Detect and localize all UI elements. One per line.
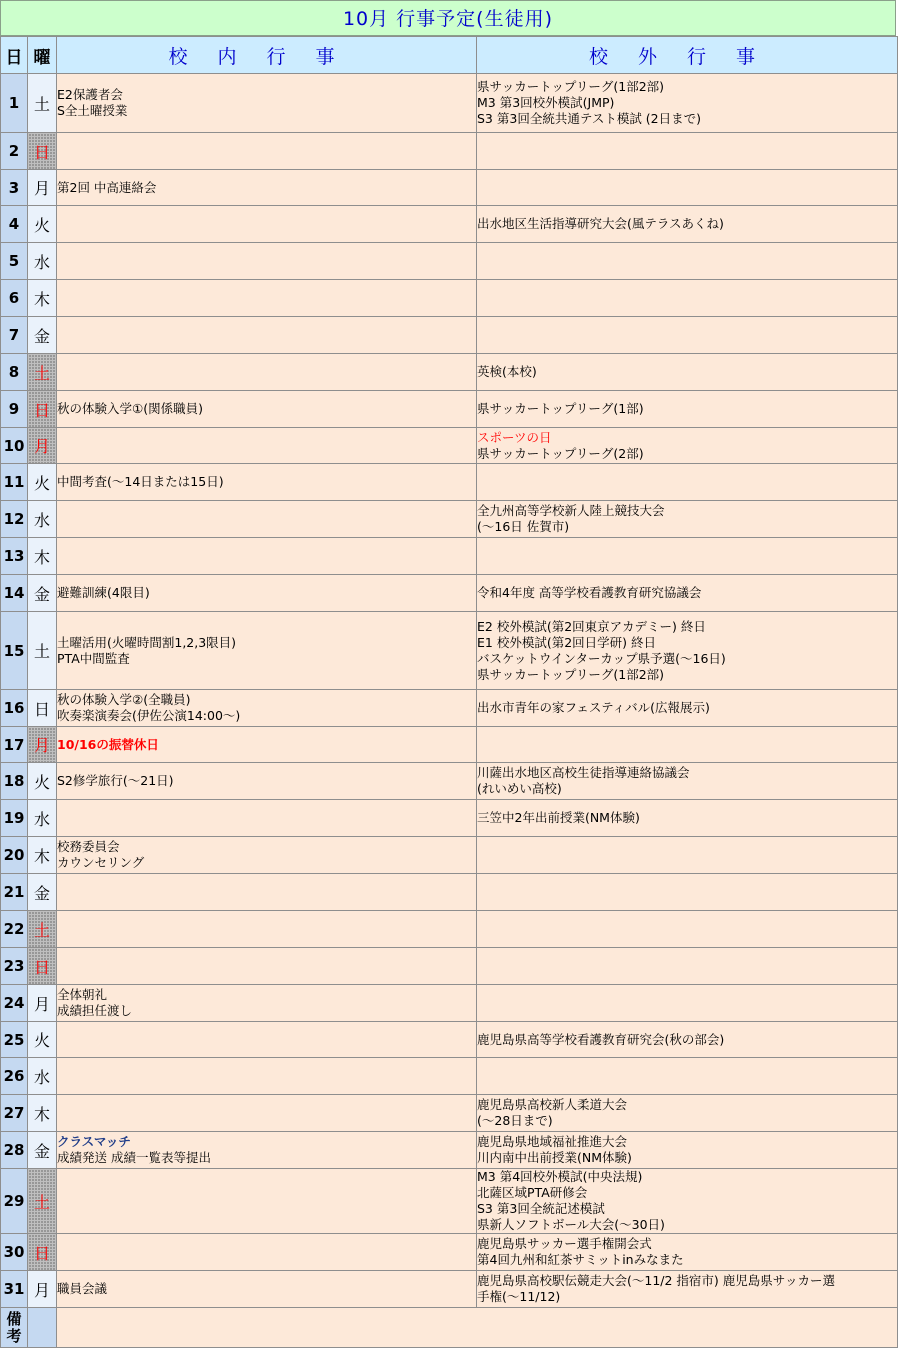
- day-number: 23: [1, 948, 28, 985]
- event-line: 県サッカートップリーグ(1部2部): [477, 666, 665, 682]
- external-events-cell: [477, 948, 898, 985]
- internal-events-cell: [57, 800, 477, 837]
- internal-events-cell: [57, 911, 477, 948]
- event-line: 成績担任渡し: [57, 1003, 133, 1018]
- event-line: 川薩出水地区高校生徒指導連絡協議会: [477, 765, 690, 780]
- weekday-cell: 月: [28, 985, 57, 1022]
- day-number: 1: [1, 74, 28, 133]
- external-events-cell: [477, 501, 898, 538]
- external-events-cell: [477, 1271, 898, 1308]
- external-events-cell: [477, 985, 898, 1022]
- event-line: S2修学旅行(～21日): [57, 773, 174, 788]
- day-number: 28: [1, 1132, 28, 1169]
- event-line: (れいめい高校): [477, 781, 562, 796]
- internal-events-cell: [57, 1058, 477, 1095]
- notes-label: 備考: [1, 1308, 28, 1348]
- day-number: 9: [1, 391, 28, 428]
- header-external: 校外行事: [477, 37, 898, 74]
- day-row: [1, 354, 898, 391]
- weekday-cell: 日: [28, 690, 57, 727]
- day-row: [1, 837, 898, 874]
- event-line: 秋の体験入学①(関係職員): [57, 401, 203, 416]
- notes-body: [57, 1308, 898, 1348]
- event-line: 県サッカートップリーグ(1部2部): [477, 79, 665, 94]
- external-events-cell: [477, 428, 898, 464]
- day-number: 16: [1, 690, 28, 727]
- internal-events-cell: [57, 74, 477, 133]
- event-line: 鹿児島県地域福祉推進大会: [477, 1134, 628, 1149]
- event-line: S3 第3回全統共通テスト模試 (2日まで): [477, 111, 701, 126]
- external-events-cell: [477, 74, 898, 133]
- weekday-cell: 木: [28, 1095, 57, 1132]
- external-events-cell: [477, 391, 898, 428]
- day-number: 7: [1, 317, 28, 354]
- internal-events-cell: [57, 1234, 477, 1271]
- event-line: 成績発送 成績一覧表等提出: [57, 1150, 211, 1165]
- external-events-cell: [477, 800, 898, 837]
- day-row: [1, 727, 898, 763]
- weekday-cell: 土: [28, 911, 57, 948]
- day-row: [1, 428, 898, 464]
- day-row: [1, 317, 898, 354]
- external-events-cell: [477, 464, 898, 501]
- day-number: 26: [1, 1058, 28, 1095]
- event-line: 秋の体験入学②(全職員): [57, 692, 191, 707]
- external-events-cell: [477, 1022, 898, 1058]
- day-row: [1, 874, 898, 911]
- weekday-cell: 金: [28, 874, 57, 911]
- event-line: 県サッカートップリーグ(2部): [477, 445, 644, 461]
- internal-events-cell: [57, 575, 477, 612]
- weekday-cell: 火: [28, 763, 57, 800]
- page-title: 10月 行事予定(生徒用): [0, 0, 896, 36]
- weekday-cell: 日: [28, 133, 57, 170]
- day-row: [1, 575, 898, 612]
- day-number: 17: [1, 727, 28, 763]
- event-line: E1 校外模試(第2回日学研) 終日: [477, 634, 657, 650]
- day-row: [1, 170, 898, 206]
- day-row: [1, 948, 898, 985]
- weekday-cell: 金: [28, 317, 57, 354]
- internal-events-cell: [57, 206, 477, 243]
- internal-events-cell: [57, 354, 477, 391]
- event-line: 吹奏楽演奏会(伊佐公演14:00～): [57, 708, 241, 723]
- day-row: [1, 800, 898, 837]
- internal-events-cell: [57, 391, 477, 428]
- notes-row: [1, 1308, 898, 1348]
- event-line: スポーツの日: [477, 429, 552, 445]
- external-events-cell: [477, 612, 898, 690]
- event-line: M3 第3回校外模試(JMP): [477, 95, 615, 110]
- day-number: 11: [1, 464, 28, 501]
- day-number: 18: [1, 763, 28, 800]
- event-line: 避難訓練(4限目): [57, 585, 150, 600]
- internal-events-cell: [57, 317, 477, 354]
- internal-events-cell: [57, 538, 477, 575]
- internal-events-cell: [57, 1132, 477, 1169]
- day-row: [1, 1132, 898, 1169]
- weekday-cell: 土: [28, 612, 57, 690]
- internal-events-cell: [57, 948, 477, 985]
- event-line: カウンセリング: [57, 855, 145, 870]
- day-number: 12: [1, 501, 28, 538]
- day-number: 2: [1, 133, 28, 170]
- weekday-cell: 木: [28, 280, 57, 317]
- internal-events-cell: [57, 428, 477, 464]
- day-row: [1, 1022, 898, 1058]
- event-line: 県サッカートップリーグ(1部): [477, 401, 644, 416]
- day-row: [1, 690, 898, 727]
- event-line: PTA中間監査: [57, 650, 130, 666]
- day-row: [1, 985, 898, 1022]
- day-number: 27: [1, 1095, 28, 1132]
- day-number: 20: [1, 837, 28, 874]
- event-line: 鹿児島県高等学校看護教育研究会(秋の部会): [477, 1031, 725, 1047]
- event-line: 県新人ソフトボール大会(～30日): [477, 1217, 665, 1232]
- external-events-cell: [477, 837, 898, 874]
- external-events-cell: [477, 206, 898, 243]
- internal-events-cell: [57, 280, 477, 317]
- external-events-cell: [477, 690, 898, 727]
- external-events-cell: [477, 1169, 898, 1234]
- external-events-cell: [477, 280, 898, 317]
- day-number: 5: [1, 243, 28, 280]
- internal-events-cell: [57, 501, 477, 538]
- internal-events-cell: [57, 1169, 477, 1234]
- day-row: [1, 911, 898, 948]
- day-row: [1, 1271, 898, 1308]
- internal-events-cell: [57, 837, 477, 874]
- day-number: 14: [1, 575, 28, 612]
- internal-events-cell: [57, 874, 477, 911]
- header-day: 日: [1, 37, 28, 74]
- external-events-cell: [477, 317, 898, 354]
- external-events-cell: [477, 1058, 898, 1095]
- external-events-cell: [477, 170, 898, 206]
- day-number: 15: [1, 612, 28, 690]
- event-line: クラスマッチ: [57, 1134, 131, 1149]
- external-events-cell: [477, 1095, 898, 1132]
- event-line: S3 第3回全統記述模試: [477, 1201, 605, 1216]
- external-events-cell: [477, 538, 898, 575]
- internal-events-cell: [57, 170, 477, 206]
- external-events-cell: [477, 354, 898, 391]
- event-line: 鹿児島県高校新人柔道大会: [477, 1097, 628, 1112]
- event-line: 鹿児島県高校駅伝競走大会(～11/2 指宿市) 鹿児島県サッカー選: [477, 1273, 836, 1288]
- event-line: (～16日 佐賀市): [477, 519, 570, 534]
- day-row: [1, 1234, 898, 1271]
- weekday-cell: 金: [28, 1132, 57, 1169]
- external-events-cell: [477, 911, 898, 948]
- day-row: [1, 1169, 898, 1234]
- notes-weekday-cell: [28, 1308, 57, 1348]
- day-row: [1, 501, 898, 538]
- weekday-cell: 水: [28, 501, 57, 538]
- schedule-table: [0, 36, 898, 1348]
- external-events-cell: [477, 763, 898, 800]
- external-events-cell: [477, 1132, 898, 1169]
- day-row: [1, 464, 898, 501]
- internal-events-cell: [57, 612, 477, 690]
- external-events-cell: [477, 575, 898, 612]
- event-line: 全九州高等学校新人陸上競技大会: [477, 503, 665, 518]
- event-line: 土曜活用(火曜時間割1,2,3限目): [57, 634, 237, 650]
- external-events-cell: [477, 874, 898, 911]
- weekday-cell: 日: [28, 1234, 57, 1271]
- weekday-cell: 火: [28, 464, 57, 501]
- day-row: [1, 763, 898, 800]
- event-line: S全土曜授業: [57, 103, 128, 118]
- external-events-cell: [477, 727, 898, 763]
- event-line: E2保護者会: [57, 87, 123, 102]
- event-line: 第2回 中高連絡会: [57, 179, 157, 195]
- weekday-cell: 火: [28, 206, 57, 243]
- header-row: [1, 37, 898, 74]
- day-row: [1, 74, 898, 133]
- day-number: 19: [1, 800, 28, 837]
- header-weekday: 曜: [28, 37, 57, 74]
- day-row: [1, 612, 898, 690]
- day-row: [1, 538, 898, 575]
- weekday-cell: 月: [28, 1271, 57, 1308]
- day-number: 29: [1, 1169, 28, 1234]
- internal-events-cell: [57, 133, 477, 170]
- day-row: [1, 391, 898, 428]
- event-line: 職員会議: [57, 1281, 108, 1296]
- event-line: 10/16の振替休日: [57, 736, 159, 752]
- day-number: 8: [1, 354, 28, 391]
- day-row: [1, 280, 898, 317]
- day-row: [1, 1058, 898, 1095]
- event-line: 川内南中出前授業(NM体験): [477, 1150, 632, 1165]
- day-number: 6: [1, 280, 28, 317]
- internal-events-cell: [57, 690, 477, 727]
- weekday-cell: 日: [28, 948, 57, 985]
- day-number: 25: [1, 1022, 28, 1058]
- day-number: 30: [1, 1234, 28, 1271]
- internal-events-cell: [57, 727, 477, 763]
- day-number: 13: [1, 538, 28, 575]
- weekday-cell: 土: [28, 1169, 57, 1234]
- weekday-cell: 金: [28, 575, 57, 612]
- day-number: 4: [1, 206, 28, 243]
- weekday-cell: 水: [28, 1058, 57, 1095]
- day-row: [1, 133, 898, 170]
- event-line: 全体朝礼: [57, 987, 108, 1002]
- weekday-cell: 木: [28, 538, 57, 575]
- event-line: M3 第4回校外模試(中央法規): [477, 1169, 643, 1184]
- header-internal: 校内行事: [57, 37, 477, 74]
- internal-events-cell: [57, 1271, 477, 1308]
- internal-events-cell: [57, 1095, 477, 1132]
- internal-events-cell: [57, 985, 477, 1022]
- internal-events-cell: [57, 1022, 477, 1058]
- weekday-cell: 土: [28, 74, 57, 133]
- event-line: 英検(本校): [477, 364, 537, 379]
- event-line: 鹿児島県サッカー選手権開会式: [477, 1236, 652, 1251]
- event-line: 北薩区域PTA研修会: [477, 1185, 588, 1200]
- event-line: 令和4年度 高等学校看護教育研究協議会: [477, 585, 702, 600]
- day-number: 24: [1, 985, 28, 1022]
- day-row: [1, 1095, 898, 1132]
- day-number: 3: [1, 170, 28, 206]
- weekday-cell: 月: [28, 727, 57, 763]
- event-line: 手権(～11/12): [477, 1289, 561, 1304]
- internal-events-cell: [57, 243, 477, 280]
- weekday-cell: 月: [28, 428, 57, 464]
- external-events-cell: [477, 243, 898, 280]
- event-line: バスケットウインターカップ県予選(～16日): [477, 650, 726, 666]
- event-line: 出水地区生活指導研究大会(風テラスあくね): [477, 216, 724, 231]
- day-number: 31: [1, 1271, 28, 1308]
- external-events-cell: [477, 1234, 898, 1271]
- event-line: 校務委員会: [57, 839, 120, 854]
- day-number: 21: [1, 874, 28, 911]
- event-line: E2 校外模試(第2回東京アカデミー) 終日: [477, 618, 706, 634]
- weekday-cell: 火: [28, 1022, 57, 1058]
- internal-events-cell: [57, 464, 477, 501]
- event-line: (～28日まで): [477, 1113, 553, 1128]
- weekday-cell: 木: [28, 837, 57, 874]
- internal-events-cell: [57, 763, 477, 800]
- day-number: 10: [1, 428, 28, 464]
- external-events-cell: [477, 133, 898, 170]
- day-number: 22: [1, 911, 28, 948]
- event-line: 中間考査(～14日または15日): [57, 474, 224, 489]
- weekday-cell: 土: [28, 354, 57, 391]
- weekday-cell: 月: [28, 170, 57, 206]
- event-line: 三笠中2年出前授業(NM体験): [477, 810, 640, 825]
- weekday-cell: 水: [28, 243, 57, 280]
- weekday-cell: 水: [28, 800, 57, 837]
- day-row: [1, 206, 898, 243]
- day-row: [1, 243, 898, 280]
- event-line: 第4回九州和紅茶サミットinみなまた: [477, 1252, 684, 1267]
- weekday-cell: 日: [28, 391, 57, 428]
- event-line: 出水市青年の家フェスティバル(広報展示): [477, 700, 710, 715]
